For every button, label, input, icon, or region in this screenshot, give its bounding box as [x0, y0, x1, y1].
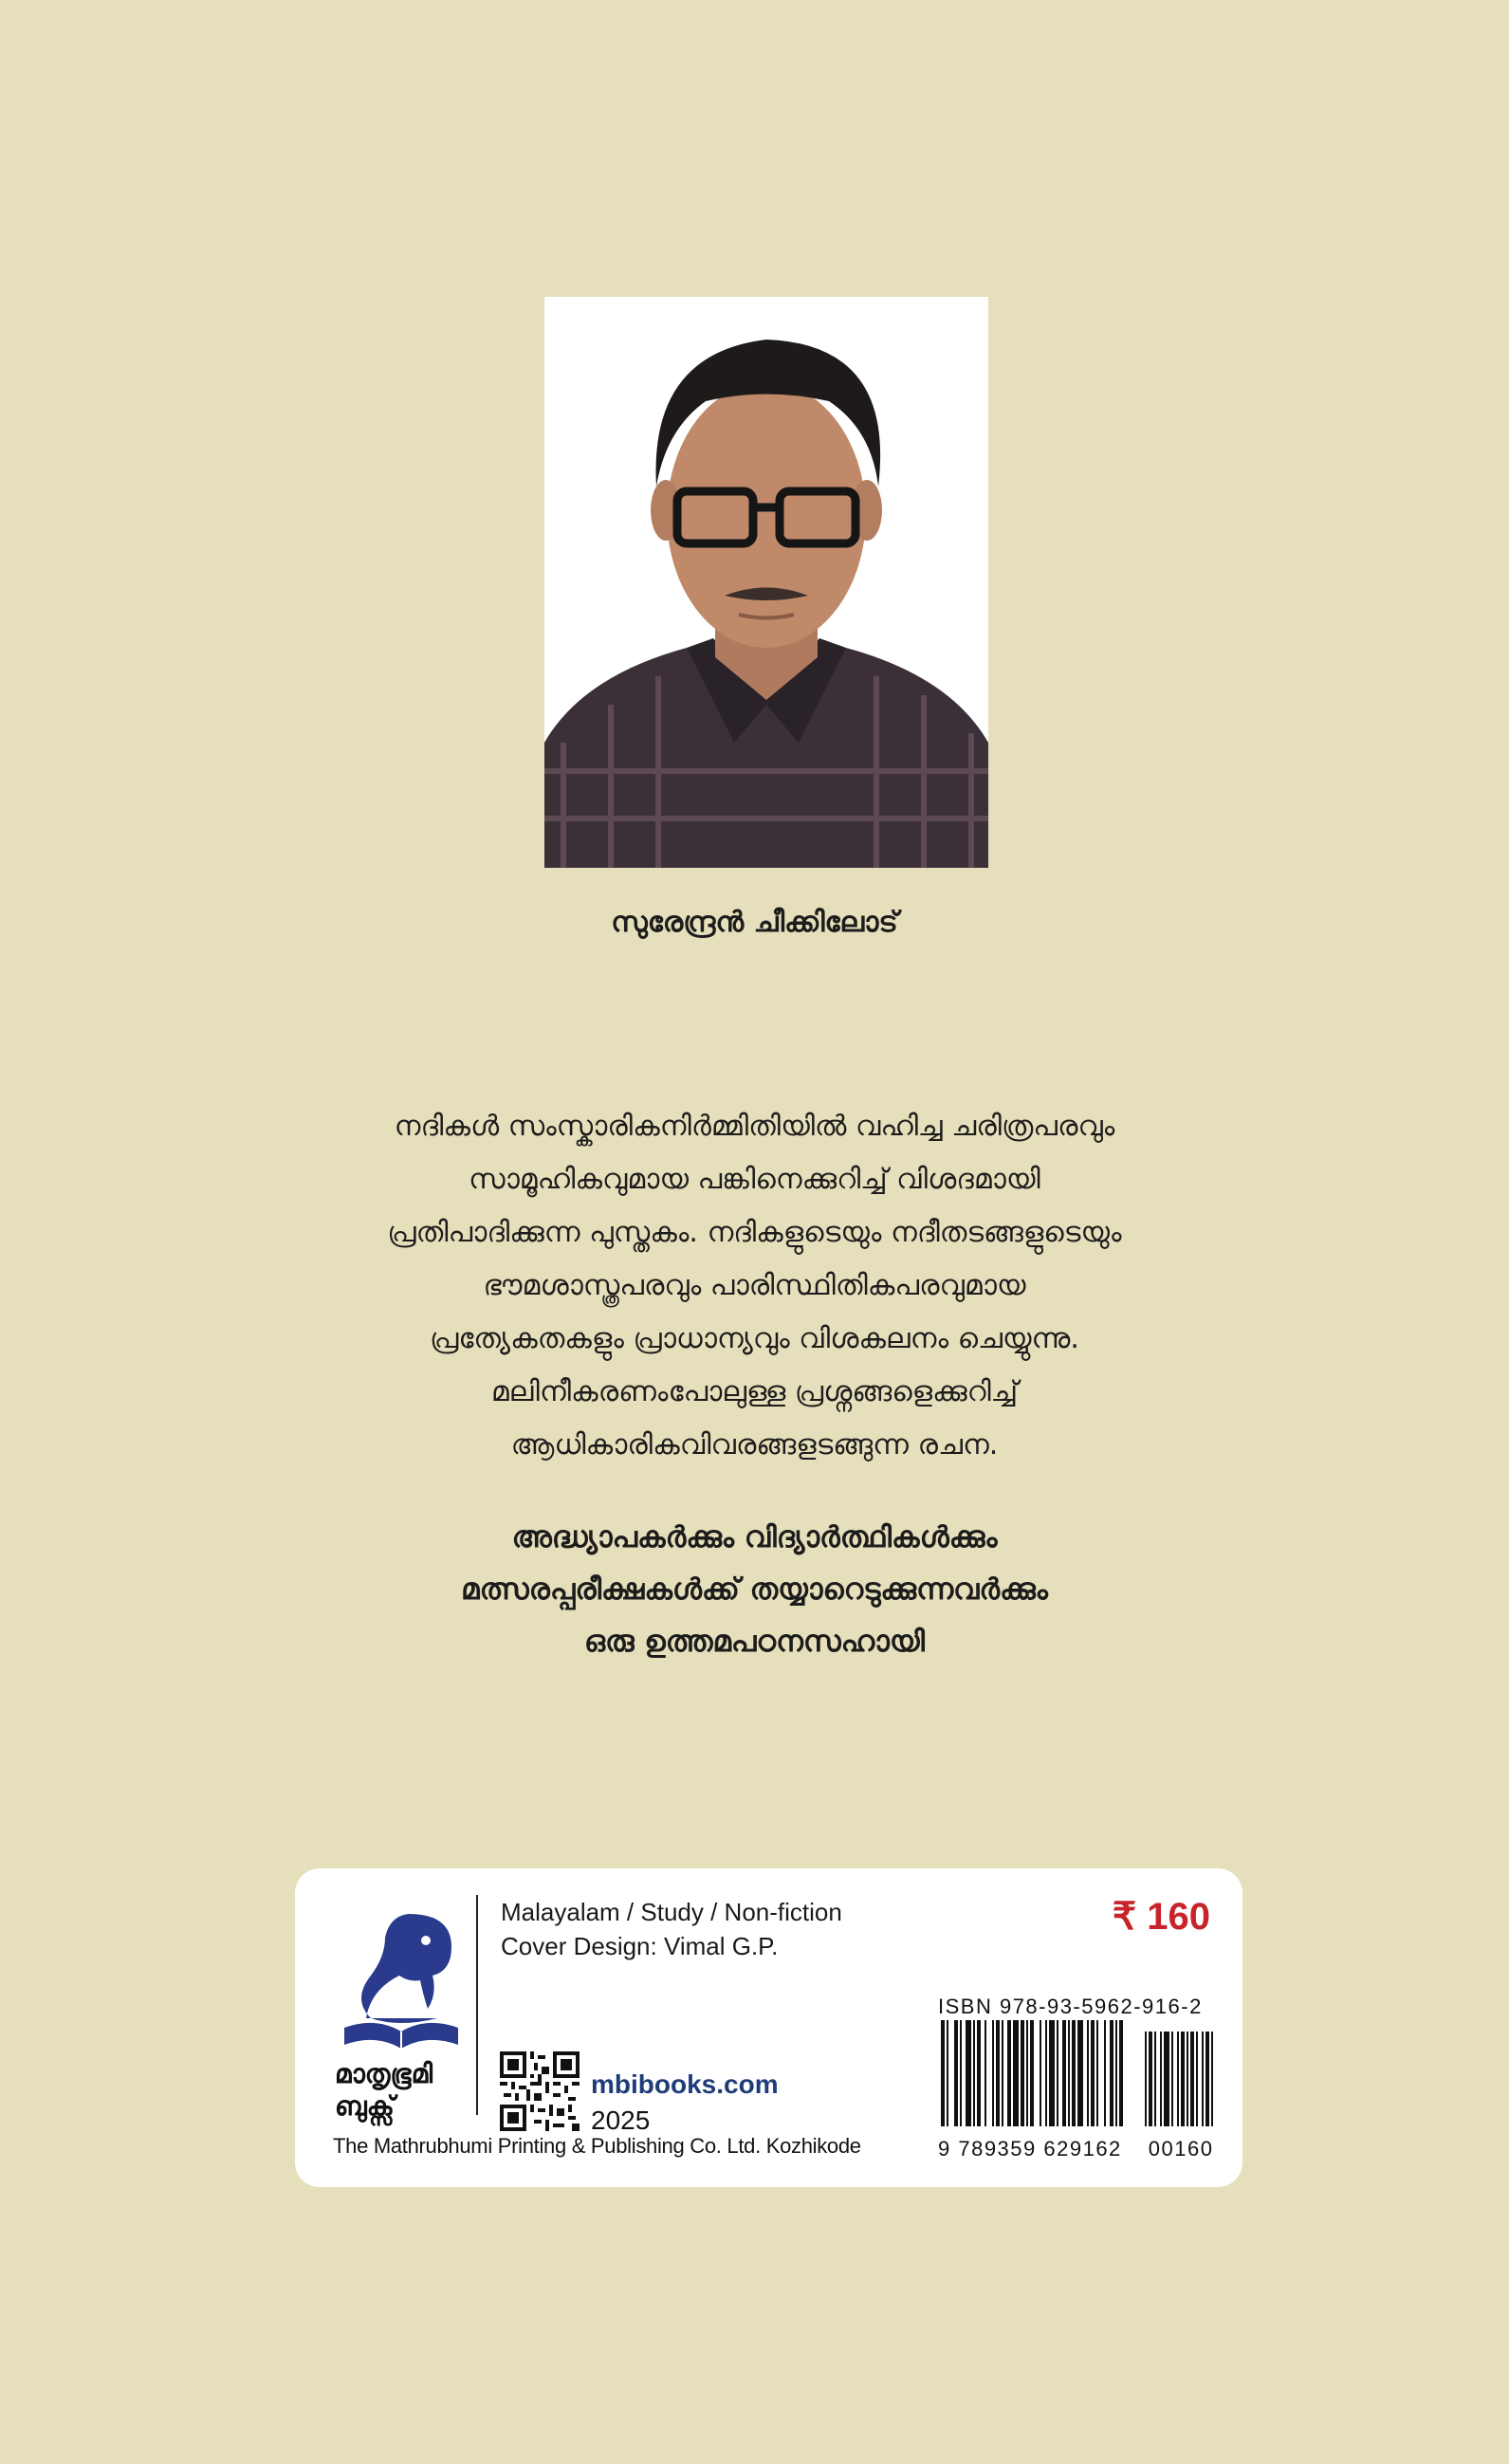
- logo-line: മാതൃഭൂമി: [335, 2058, 433, 2089]
- author-photo: [544, 297, 988, 868]
- barcode-icon: [941, 2020, 1219, 2126]
- book-blurb: [190, 1100, 1319, 1472]
- publisher-info-box: [295, 1868, 1242, 2187]
- publisher-company: The Mathrubhumi Printing & Publishing Co. Ltd. Kozhikode: [333, 2134, 861, 2158]
- book-meta: [501, 1895, 842, 1963]
- tagline-line: ഒരു ഉത്തമപഠനസഹായി: [583, 1625, 925, 1659]
- publisher-logo-text: [335, 2058, 477, 2123]
- logo-line: ബുക്സ്: [335, 2090, 395, 2122]
- price-tag: ₹ 160: [1112, 1896, 1210, 1938]
- cover-design-credit: Cover Design: Vimal G.P.: [501, 1932, 779, 1960]
- tagline-line: മത്സരപ്പരീക്ഷകൾക്ക് തയ്യാറെടുക്കുന്നവർക്കും: [461, 1572, 1048, 1607]
- blurb-line: പ്രതിപാദിക്കുന്ന പുസ്തകം. നദികളുടെയും നദീതടങ്ങളുടെയും: [387, 1216, 1122, 1249]
- blurb-line: നദികൾ സംസ്കാരികനിർമ്മിതിയിൽ വഹിച്ച ചരിത്രപരവും: [394, 1110, 1115, 1143]
- book-tagline: [190, 1512, 1319, 1668]
- isbn-text: ISBN 978-93-5962-916-2: [938, 1995, 1203, 2018]
- website-link[interactable]: mbibooks.com: [591, 2069, 779, 2099]
- publication-year: 2025: [591, 2105, 651, 2135]
- blurb-line: പ്രത്യേകതകളും പ്രാധാന്യവും വിശകലനം ചെയ്യുന്നു.: [430, 1322, 1079, 1355]
- qr-code-icon: [500, 2051, 580, 2131]
- divider: [476, 1895, 478, 2115]
- blurb-line: സാമൂഹികവുമായ പങ്കിനെക്കുറിച്ച് വിശദമായി: [469, 1163, 1040, 1196]
- author-name: സുരേന്ദ്രൻ ചീക്കിലോട്: [611, 906, 898, 939]
- barcode-main-digits: 9 789359 629162: [938, 2137, 1122, 2161]
- blurb-line: മലിനീകരണംപോലുള്ള പ്രശ്നങ്ങളെക്കുറിച്ച്: [490, 1375, 1019, 1408]
- tagline-line: അദ്ധ്യാപകർക്കും വിദ്യാർത്ഥികൾക്കും: [511, 1520, 998, 1554]
- blurb-line: ഭൗമശാസ്ത്രപരവും പാരിസ്ഥിതികപരവുമായ: [483, 1269, 1026, 1302]
- barcode-addon-digits: 00160: [1148, 2137, 1214, 2161]
- barcode-digits: [938, 2137, 1213, 2161]
- blurb-line: ആധികാരികവിവരങ്ങളടങ്ങുന്ന രചന.: [510, 1428, 999, 1462]
- genre-text: Malayalam / Study / Non-fiction: [501, 1898, 842, 1926]
